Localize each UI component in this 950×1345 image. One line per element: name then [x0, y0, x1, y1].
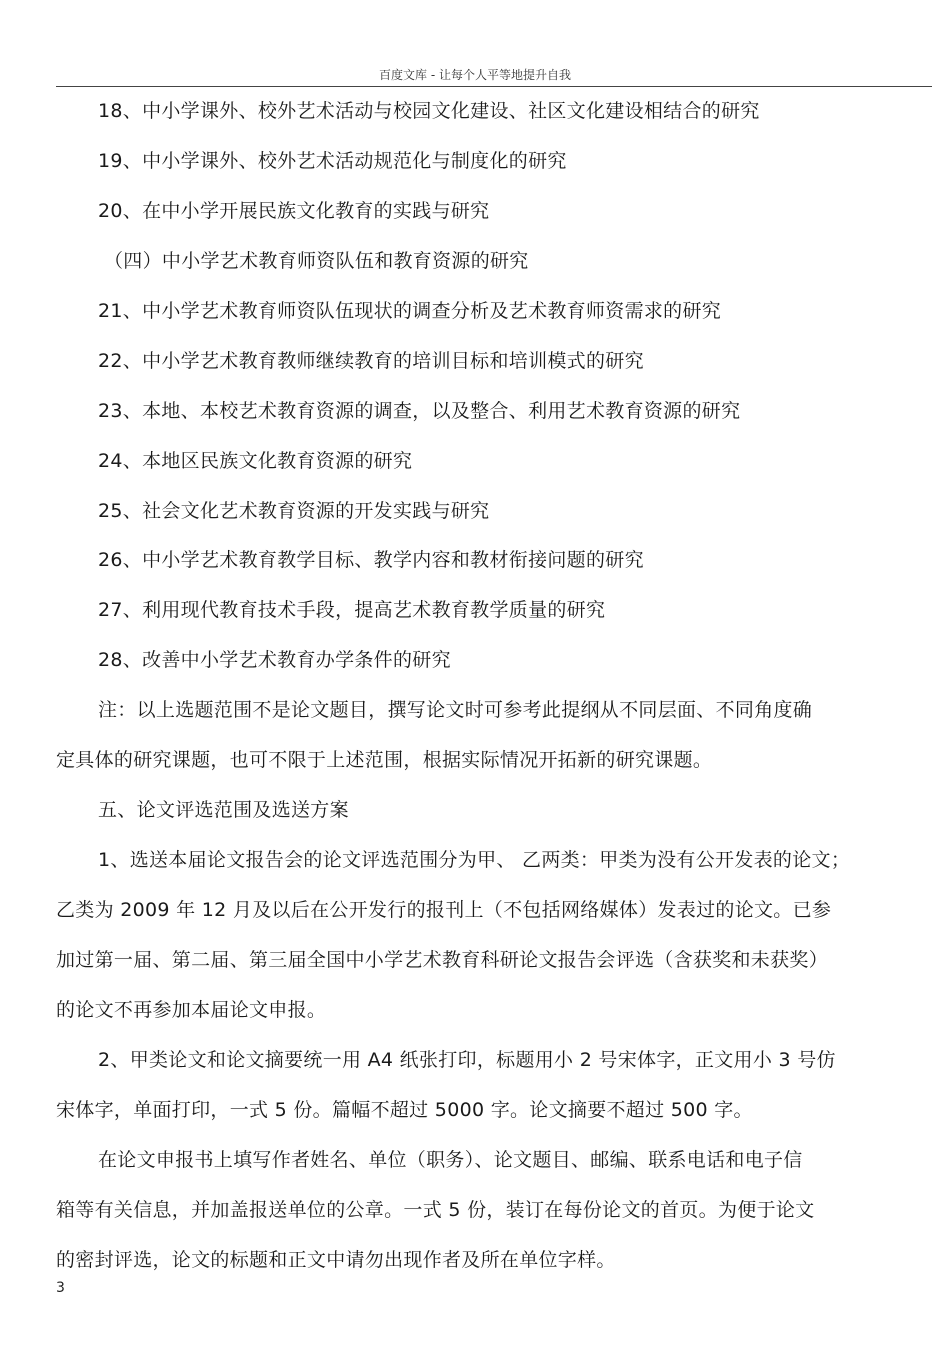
topic-item-18: 18、中小学课外、校外艺术活动与校园文化建设、社区文化建设相结合的研究: [98, 100, 760, 122]
paragraph-3-line-1: 在论文申报书上填写作者姓名、单位（职务）、论文题目、邮编、联系电话和电子信: [98, 1149, 803, 1171]
topic-item-22: 22、中小学艺术教育教师继续教育的培训目标和培训模式的研究: [98, 350, 644, 372]
paragraph-1-line-3: 加过第一届、第二届、第三届全国中小学艺术教育科研论文报告会评选（含获奖和未获奖）: [56, 949, 829, 971]
topic-item-19: 19、中小学课外、校外艺术活动规范化与制度化的研究: [98, 150, 567, 172]
topic-item-24: 24、本地区民族文化教育资源的研究: [98, 450, 413, 472]
page-number: 3: [56, 1280, 65, 1296]
paragraph-2-line-2: 宋体字，单面打印，一式 5 份。篇幅不超过 5000 字。论文摘要不超过 500 字。: [56, 1099, 753, 1121]
paragraph-3-line-2: 箱等有关信息，并加盖报送单位的公章。一式 5 份，装订在每份论文的首页。为便于论文: [56, 1199, 815, 1221]
section-heading-5: 五、论文评选范围及选送方案: [98, 799, 349, 821]
topic-item-20: 20、在中小学开展民族文化教育的实践与研究: [98, 200, 490, 222]
topic-item-21: 21、中小学艺术教育师资队伍现状的调查分析及艺术教育师资需求的研究: [98, 300, 722, 322]
note-paragraph-line-1: 注：以上选题范围不是论文题目，撰写论文时可参考此提纲从不同层面、不同角度确: [98, 699, 813, 721]
topic-item-26: 26、中小学艺术教育教学目标、教学内容和教材衔接问题的研究: [98, 549, 644, 571]
section-heading-4: （四）中小学艺术教育师资队伍和教育资源的研究: [104, 250, 529, 272]
page-header: 百度文库 - 让每个人平等地提升自我: [379, 68, 571, 82]
paragraph-1-line-4: 的论文不再参加本届论文申报。: [56, 999, 327, 1021]
paragraph-2-line-1: 2、甲类论文和论文摘要统一用 A4 纸张打印，标题用小 2 号宋体字，正文用小 3 号仿: [98, 1049, 836, 1071]
paragraph-1-line-2: 乙类为 2009 年 12 月及以后在公开发行的报刊上（不包括网络媒体）发表过的论文。已参: [56, 899, 832, 921]
topic-item-28: 28、改善中小学艺术教育办学条件的研究: [98, 649, 451, 671]
paragraph-1-line-1: 1、选送本届论文报告会的论文评选范围分为甲、 乙两类：甲类为没有公开发表的论文；: [98, 849, 851, 871]
topic-item-23: 23、本地、本校艺术教育资源的调查，以及整合、利用艺术教育资源的研究: [98, 400, 741, 422]
paragraph-3-line-3: 的密封评选，论文的标题和正文中请勿出现作者及所在单位字样。: [56, 1249, 616, 1271]
header-divider: [56, 86, 932, 87]
topic-item-27: 27、利用现代教育技术手段，提高艺术教育教学质量的研究: [98, 599, 606, 621]
note-paragraph-line-2: 定具体的研究课题，也可不限于上述范围，根据实际情况开拓新的研究课题。: [56, 749, 713, 771]
topic-item-25: 25、社会文化艺术教育资源的开发实践与研究: [98, 500, 490, 522]
